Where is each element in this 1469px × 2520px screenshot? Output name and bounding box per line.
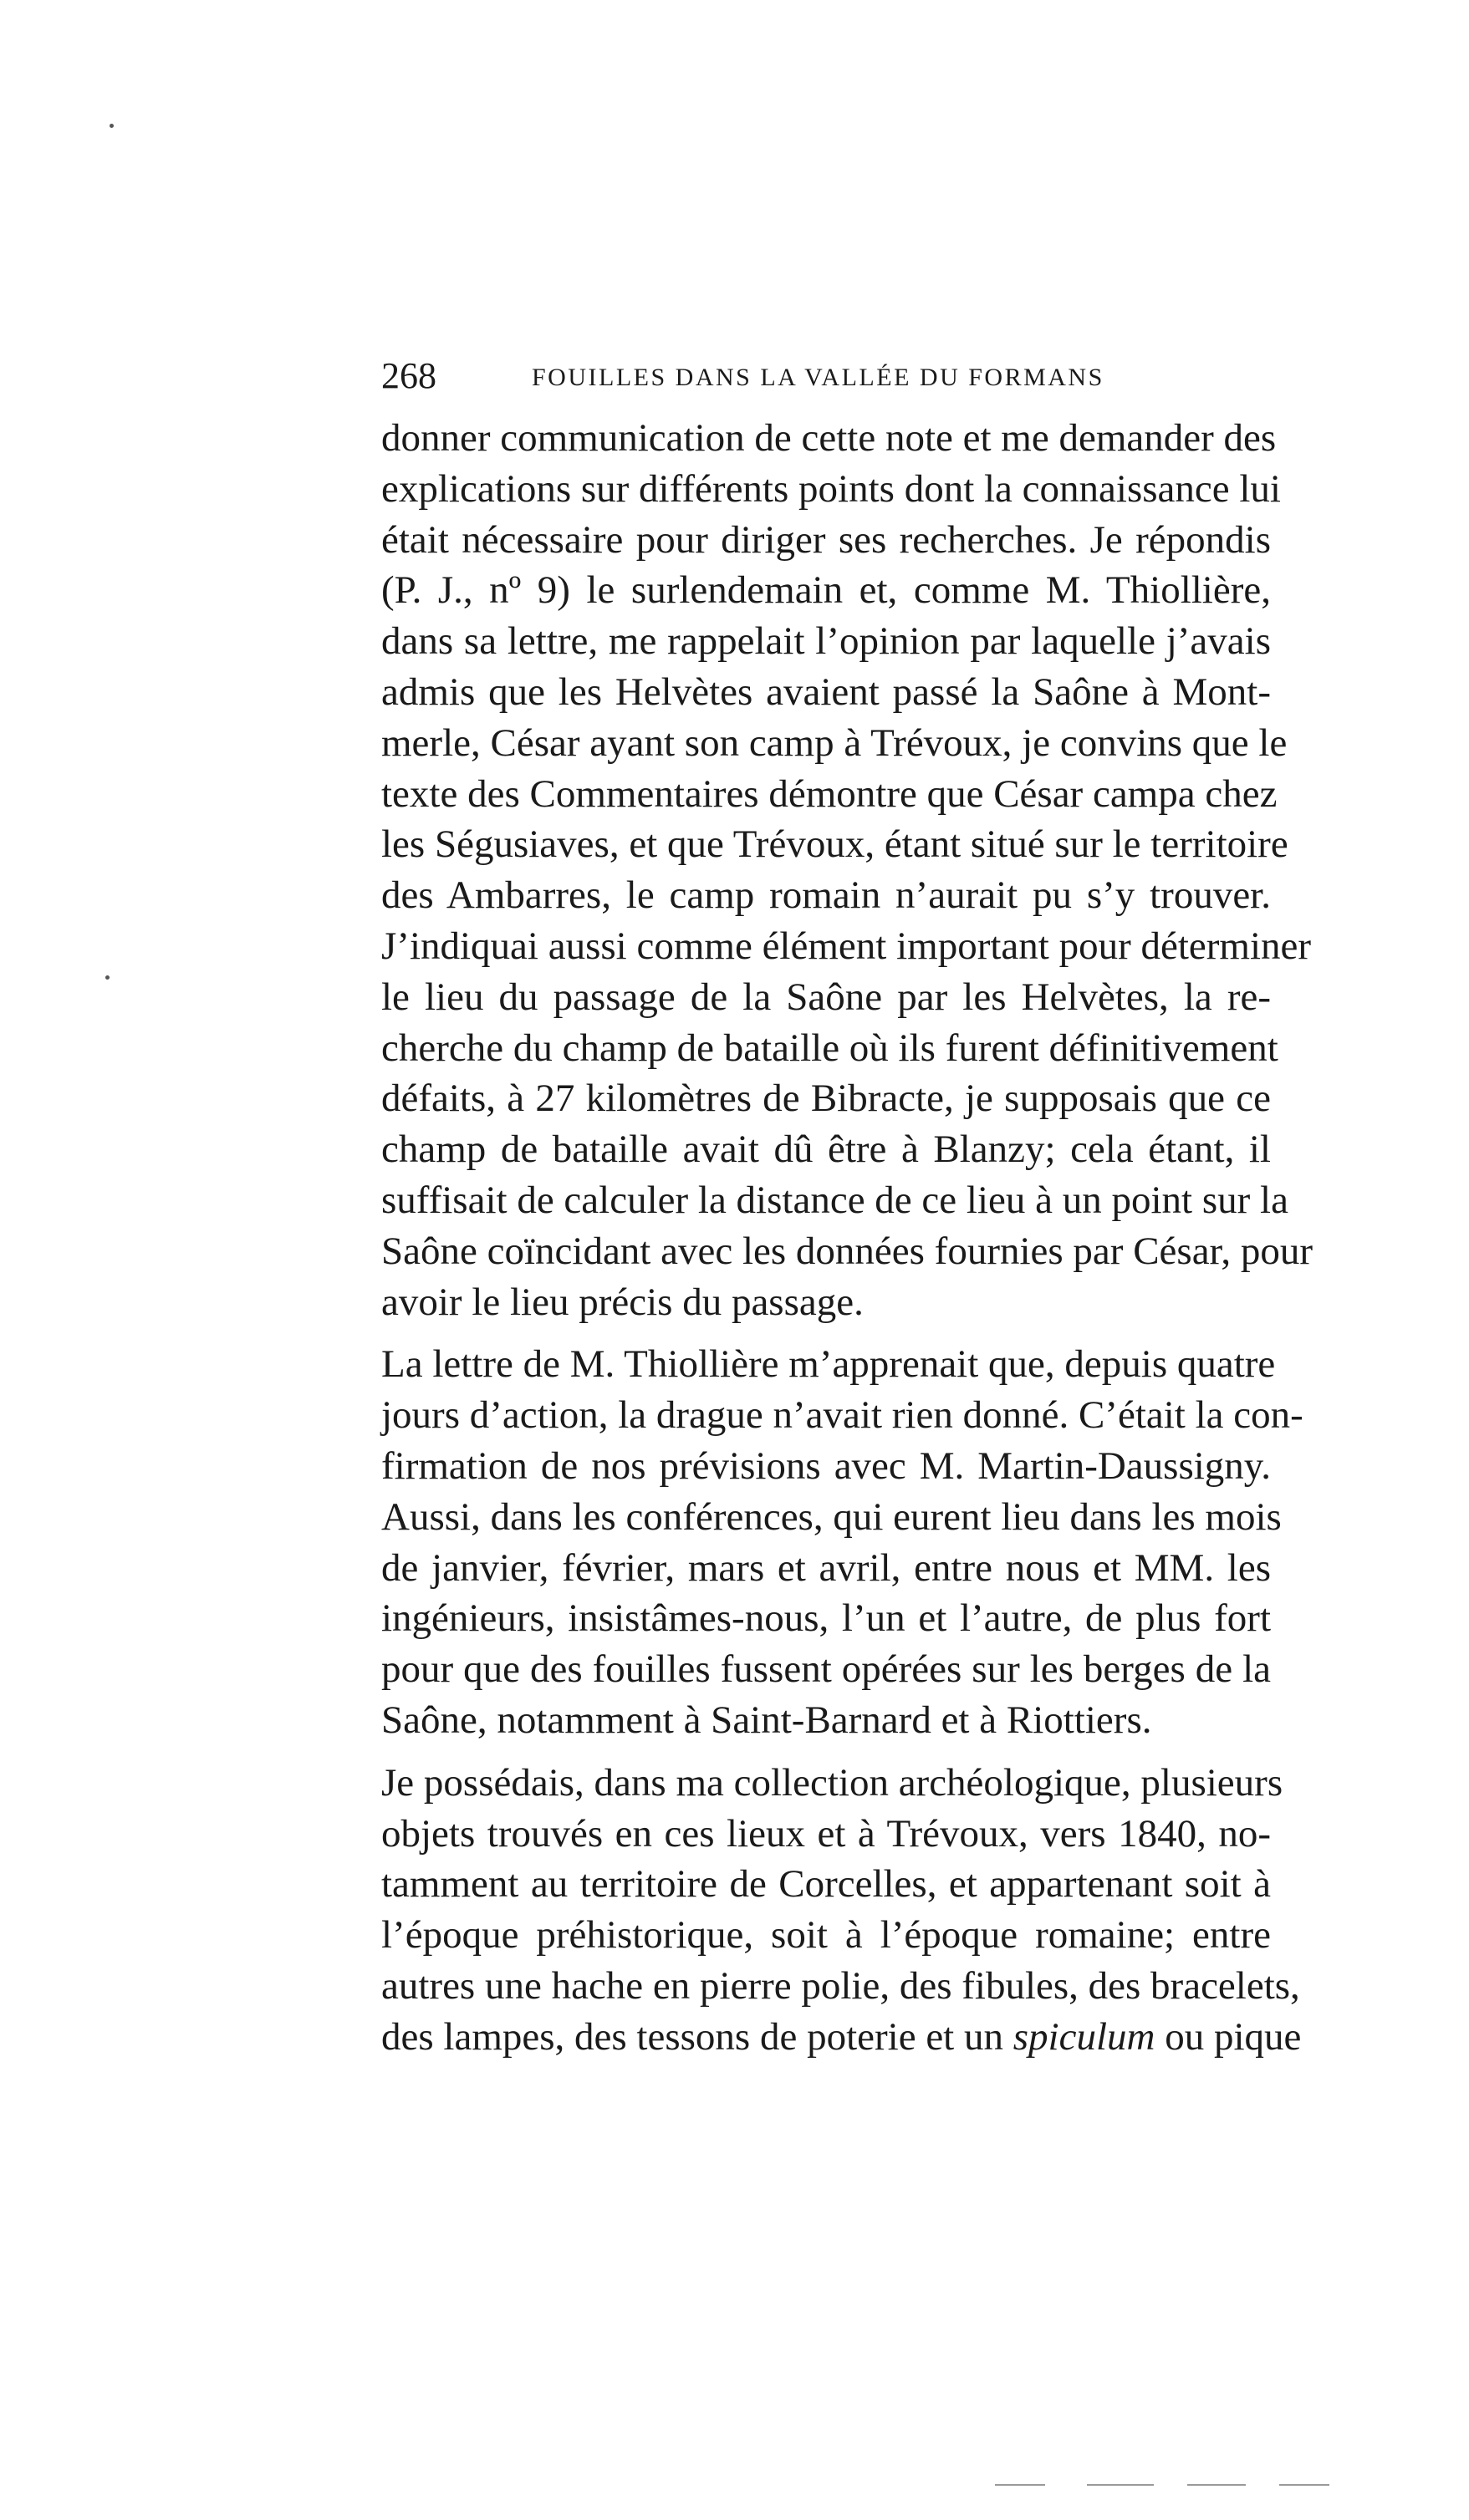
text-line: Aussi, dans les conférences, qui eurent lieu dans les mois [381,1494,1282,1539]
scan-speck [105,975,110,980]
text-line: J’indiquai aussi comme élément important pour déterminer [381,924,1312,968]
page-number: 268 [381,355,436,396]
body-text [381,413,1313,2063]
text-line: autres une hache en pierre polie, des fibules, des bracelets, [381,1963,1300,2008]
text-line: texte des Commentaires démontre que César campa chez [381,771,1278,816]
text-line [381,2012,1302,2063]
paragraph [381,413,1313,1327]
text-run: des lampes, des tessons de poterie et un [381,2014,1013,2059]
text-run: ou pique [1155,2014,1302,2059]
text-line: firmation de nos prévisions avec M. Martin-Daussigny. [381,1443,1271,1488]
text-line: Saône coïncidant avec les données fournies par César, pour [381,1229,1313,1273]
text-line: avoir le lieu précis du passage. [381,1280,864,1324]
text-line: cherche du champ de bataille où ils furent définitivement [381,1026,1278,1070]
text-line: était nécessaire pour diriger ses recherches. Je répondis [381,517,1271,562]
running-head [381,351,1134,401]
text-line: le lieu du passage de la Saône par les Helvètes, la re- [381,975,1271,1019]
scan-edge-mark [995,2484,1045,2486]
text-line: Saône, notamment à Saint-Barnard et à Riottiers. [381,1698,1152,1742]
text-line: Je possédais, dans ma collection archéologique, plusieurs [381,1760,1283,1805]
text-line: admis que les Helvètes avaient passé la Saône à Mont- [381,669,1271,714]
scan-edge-mark [1087,2484,1154,2486]
text-line: suffisait de calculer la distance de ce lieu à un point sur la [381,1178,1288,1222]
running-title: FOUILLES DANS LA VALLÉE DU FORMANS [532,364,1104,391]
paragraph [381,1339,1303,1745]
text-line: La lettre de M. Thiollière m’apprenait que, depuis quatre [381,1342,1276,1387]
text-line: explications sur différents points dont la connaissance lui [381,466,1281,511]
text-line: objets trouvés en ces lieux et à Trévoux, vers 1840, no- [381,1811,1271,1856]
text-line: les Ségusiaves, et que Trévoux, étant situé sur le territoire [381,822,1288,867]
text-line: défaits, à 27 kilomètres de Bibracte, je supposais que ce [381,1077,1271,1121]
text-line: donner communication de cette note et me demander des [381,416,1277,460]
text-line: de janvier, février, mars et avril, entre nous et MM. les [381,1545,1271,1590]
italic-term: spiculum [1012,2014,1155,2059]
text-line: (P. J., nº 9) le surlendemain et, comme M. Thiollière, [381,568,1271,613]
text-line: pour que des fouilles fussent opérées sur les berges de la [381,1647,1271,1692]
scan-edge-mark [1279,2484,1329,2486]
scan-edge-mark [1187,2484,1246,2486]
text-line: jours d’action, la drague n’avait rien donné. C’était la con- [381,1393,1303,1438]
text-line: dans sa lettre, me rappelait l’opinion par laquelle j’avais [381,619,1271,664]
text-line: tamment au territoire de Corcelles, et appartenant soit à [381,1862,1271,1907]
paragraph [381,1758,1302,2063]
text-line: ingénieurs, insistâmes-nous, l’un et l’autre, de plus fort [381,1596,1271,1641]
text-line: des Ambarres, le camp romain n’aurait pu s’y trouver. [381,873,1271,918]
text-line: l’époque préhistorique, soit à l’époque romaine; entre [381,1913,1271,1957]
scan-speck [110,124,114,128]
text-line: champ de bataille avait dû être à Blanzy; cela étant, il [381,1128,1271,1172]
text-line: merle, César ayant son camp à Trévoux, je convins que le [381,720,1288,765]
